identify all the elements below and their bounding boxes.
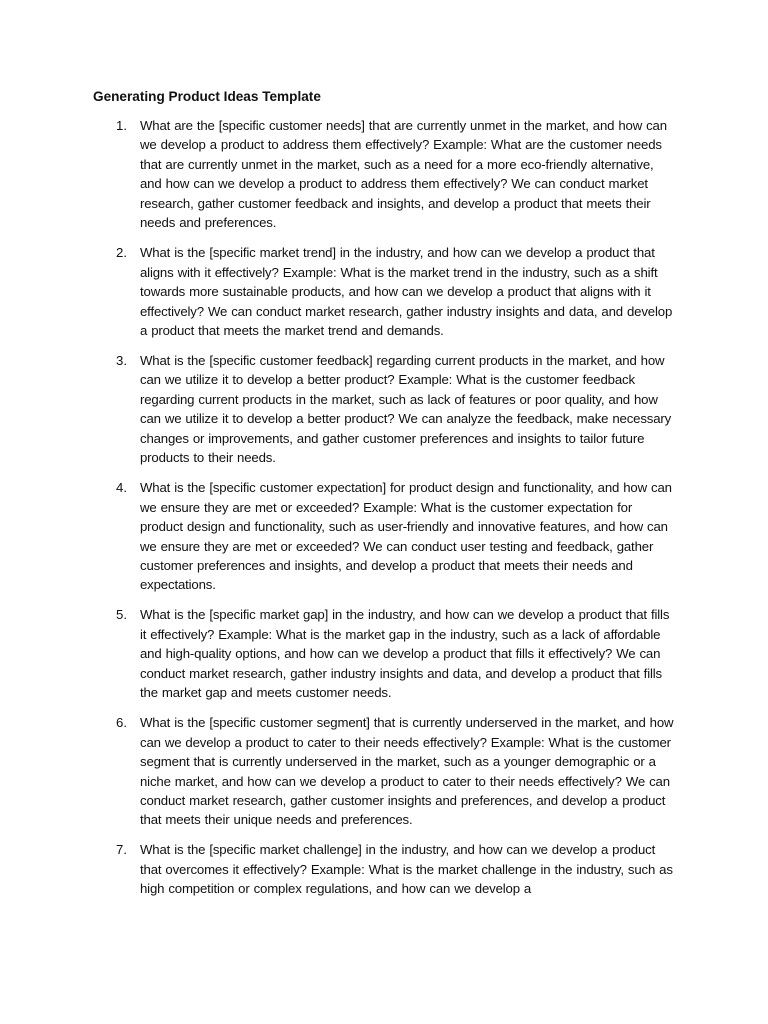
question-list xyxy=(0,116,768,909)
item-text: What is the [specific market trend] in the industry, and how can we develop a product that aligns with it effectively? Example: What is the market trend in the industry, such as a shift towards more sustainable products, and how can we develop a product that aligns with it effectively? We can conduct market research, gather industry insights and data, and develop a product that meets the market trend and demands. xyxy=(140,245,673,339)
document-title: Generating Product Ideas Template xyxy=(93,89,321,104)
item-number: 5. xyxy=(116,607,127,623)
item-number: 2. xyxy=(116,245,127,261)
list-item xyxy=(0,605,768,702)
item-text: What is the [specific market gap] in the industry, and how can we develop a product that fills it effectively? Example: What is the market gap in the industry, such as a lack of affordable and high-quality options, and how can we develop a product that fills it effectively? We can conduct market research, gather industry insights and data, and develop a product that fills the market gap and meets customer needs. xyxy=(140,607,670,701)
list-item xyxy=(0,478,768,595)
item-number: 3. xyxy=(116,352,127,368)
item-text: What is the [specific customer expectation] for product design and functionality, and how can we ensure they are met or exceeded? Example: What is the customer expectation for product design and functionality, such as user-friendly and innovative features, and how can we ensure they are met or exceeded? We can conduct user testing and feedback, gather customer preferences and insights, and develop a product that meets their needs and expectations. xyxy=(140,480,672,593)
list-item xyxy=(0,713,768,830)
list-item xyxy=(0,243,768,340)
item-text: What are the [specific customer needs] that are currently unmet in the market, and how can we develop a product to address them effectively? Example: What are the customer needs that are currently unmet in the market, such as a need for a more eco-friendly alternative, and how can we develop a product to address them effectively? We can conduct market research, gather customer feedback and insights, and develop a product that meets their needs and preferences. xyxy=(140,118,667,231)
item-text: What is the [specific customer feedback] regarding current products in the market, and how can we utilize it to develop a better product? Example: What is the customer feedback regarding current products in the market, such as lack of features or poor quality, and how can we utilize it to develop a better product? We can analyze the feedback, make necessary changes or improvements, and gather customer preferences and insights to tailor future products to their needs. xyxy=(140,352,672,466)
list-item xyxy=(0,351,768,468)
item-number: 7. xyxy=(116,842,127,858)
list-item xyxy=(0,116,768,233)
list-item xyxy=(0,840,768,898)
item-number: 4. xyxy=(116,480,127,496)
item-number: 6. xyxy=(116,715,127,731)
item-number: 1. xyxy=(116,118,127,133)
item-text: What is the [specific customer segment] that is currently underserved in the market, and how can we develop a product to cater to their needs effectively? Example: What is the customer segment that is currently underserved in the market, such as a younger demographic or a niche market, and how can we develop a product to cater to their needs effectively? We can conduct market research, gather customer insights and preferences, and develop a product that meets their unique needs and preferences. xyxy=(140,715,674,828)
item-text: What is the [specific market challenge] in the industry, and how can we develop a product that overcomes it effectively? Example: What is the market challenge in the industry, such as high competition or complex regulations, and how can we develop a xyxy=(140,842,673,897)
